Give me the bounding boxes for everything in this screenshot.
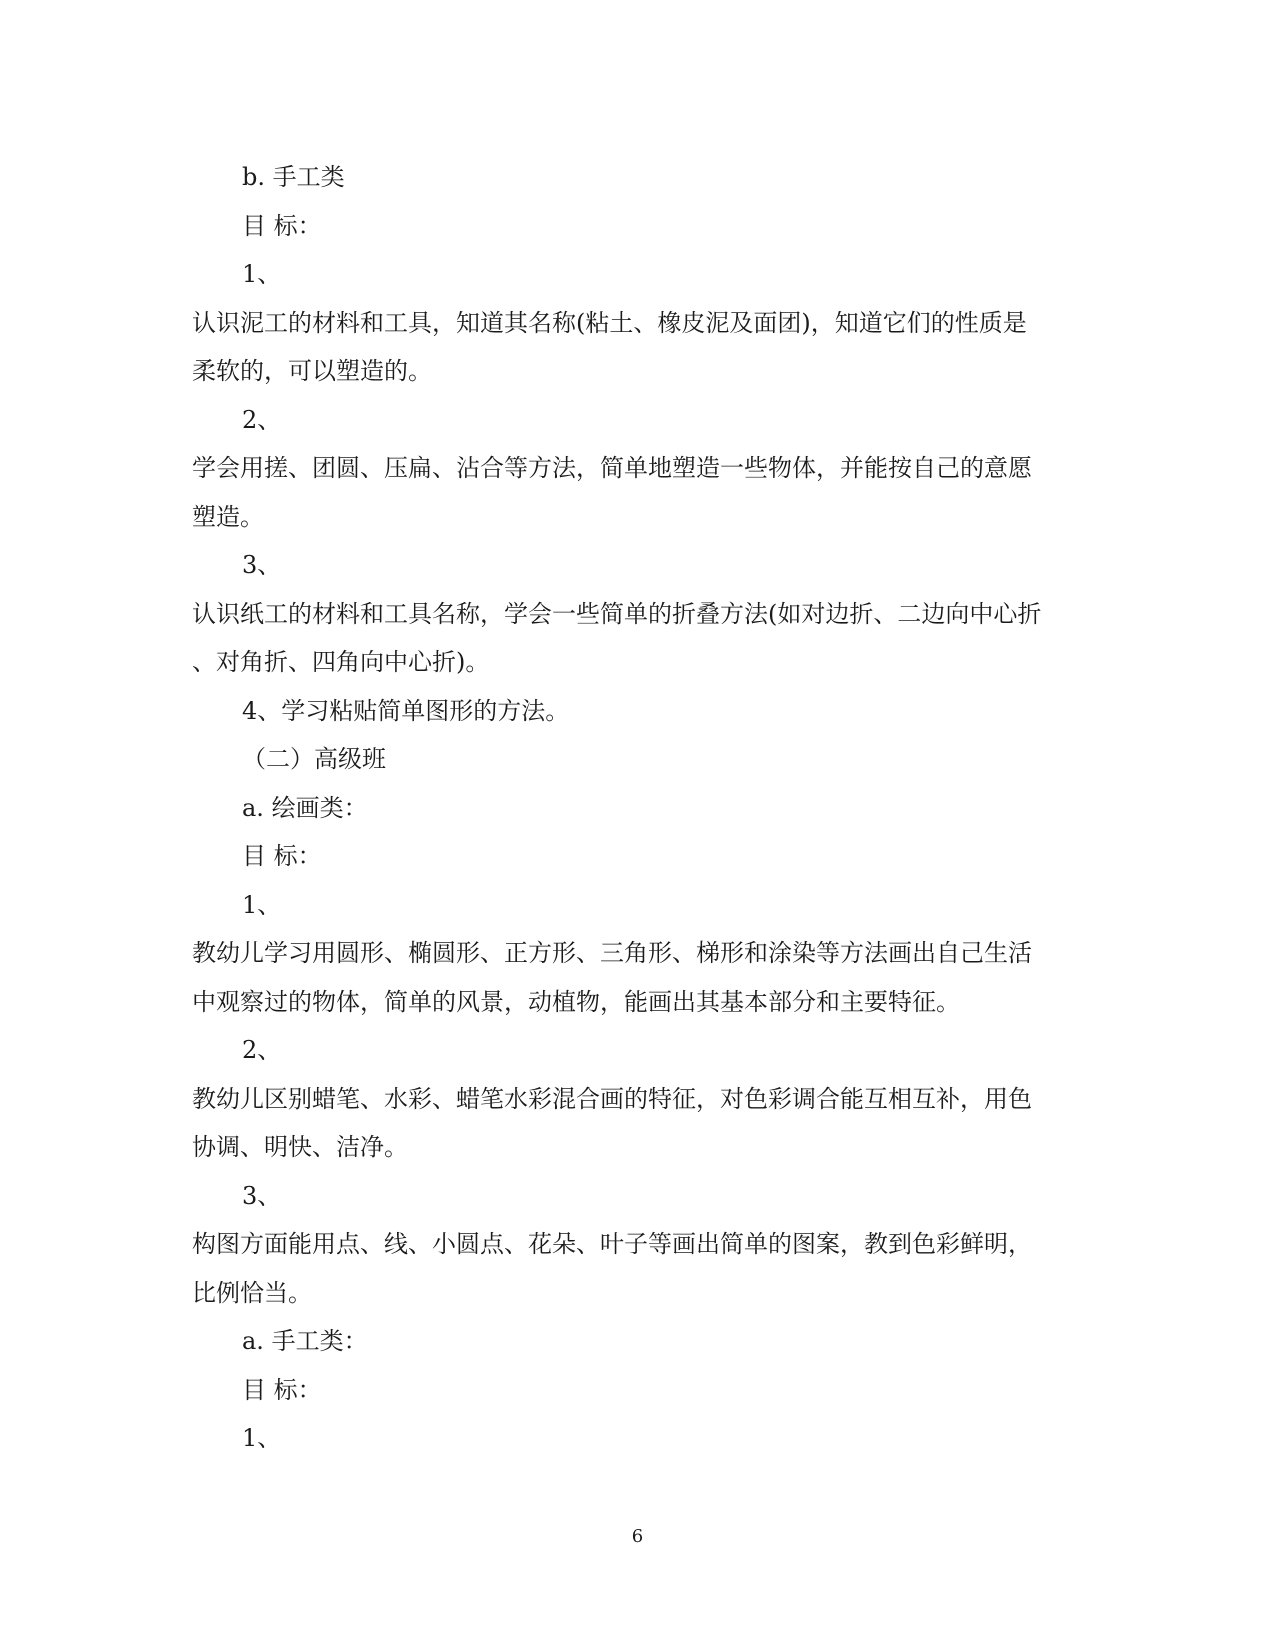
list-number: 3、 [242,1181,282,1210]
goal-label: 目 标： [242,1375,322,1404]
page-number: 6 [631,1526,644,1547]
section-heading-painting: a. 绘画类： [242,793,368,822]
list-number: 2、 [242,1036,282,1064]
section-heading-handcraft: a. 手工类： [242,1327,368,1355]
list-number: 1、 [242,890,282,919]
paragraph-line: 、对角折、四角向中心折)。 [192,648,490,676]
paragraph-line: 教幼儿区别蜡笔、水彩、蜡笔水彩混合画的特征，对色彩调合能互相互补，用色 [192,1084,1032,1113]
paragraph-line: 构图方面能用点、线、小圆点、花朵、叶子等画出简单的图案，教到色彩鲜明， [192,1230,1032,1258]
goal-label: 目 标： [242,211,322,240]
section-heading-advanced-class: （二）高级班 [242,745,386,773]
paragraph-line: 柔软的，可以塑造的。 [192,357,432,385]
list-number: 3、 [242,551,282,579]
list-number: 1、 [242,1424,282,1452]
goal-label: 目 标： [242,842,322,870]
paragraph-line: 协调、明快、洁净。 [192,1133,408,1161]
paragraph-line: 学会用搓、团圆、压扁、沾合等方法，简单地塑造一些物体，并能按自己的意愿 [192,454,1032,482]
list-item: 4、学习粘贴简单图形的方法。 [242,696,570,725]
paragraph-line: 认识泥工的材料和工具，知道其名称(粘土、橡皮泥及面团)，知道它们的性质是 [192,308,1027,337]
paragraph-line: 塑造。 [192,502,264,531]
paragraph-line: 比例恰当。 [192,1278,312,1307]
list-number: 1、 [242,260,282,288]
section-heading-handcraft: b. 手工类 [242,163,345,191]
document-body [192,153,1092,1463]
paragraph-line: 认识纸工的材料和工具名称，学会一些简单的折叠方法(如对边折、二边向中心折 [192,599,1042,628]
list-number: 2、 [242,405,282,434]
paragraph-line: 教幼儿学习用圆形、椭圆形、正方形、三角形、梯形和涂染等方法画出自己生活 [192,939,1032,967]
paragraph-line: 中观察过的物体，简单的风景，动植物，能画出其基本部分和主要特征。 [192,987,960,1016]
